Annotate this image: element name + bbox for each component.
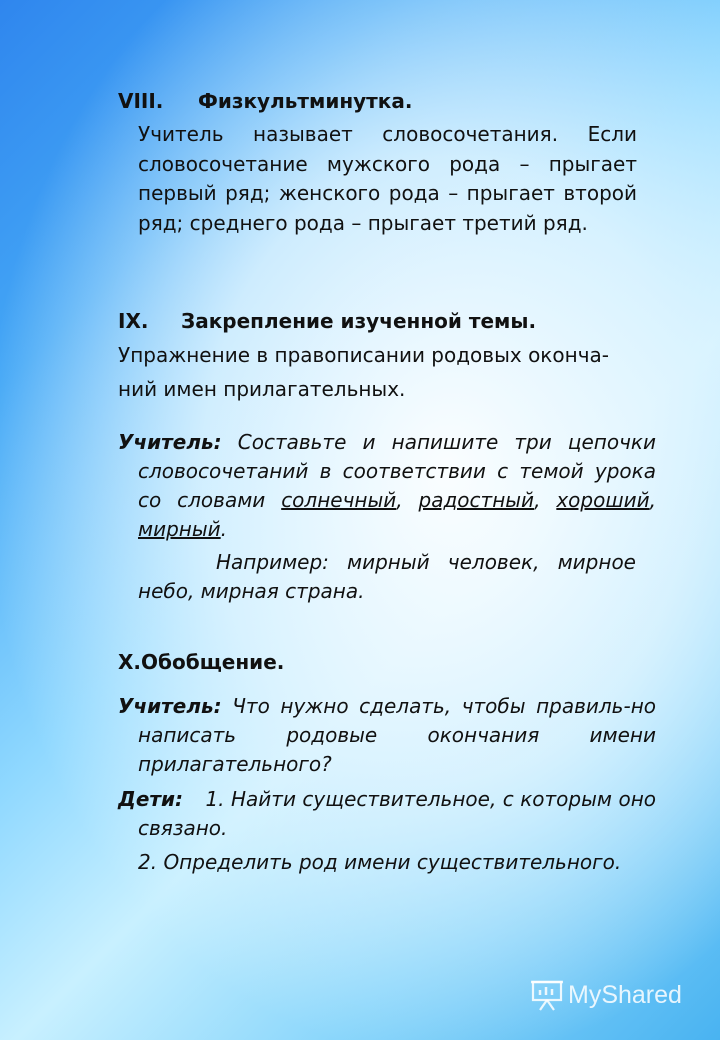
- section-9-description: [118, 338, 609, 406]
- word-radostny: радостный: [418, 488, 535, 512]
- section-10-answer-2: 2. Определить род имени существительного.: [138, 850, 622, 874]
- watermark-text: MyShared: [568, 980, 682, 1009]
- children-label: Дети:: [118, 787, 183, 811]
- section-10-heading: X.Обобщение.: [118, 650, 285, 674]
- section-9-numeral: IX.: [118, 309, 149, 333]
- section-9-task: Учитель: Составьте и напишите три цепочки словосочетаний в соответствии с темой урока со словами солнечный, радостный, хороший, мирный.: [118, 430, 656, 541]
- presentation-board-icon: [530, 978, 564, 1012]
- section-10-question: [118, 692, 656, 779]
- section-8-text: Учитель называет словосочетания. Если словосочетание мужского рода – прыгает первый ряд; женского рода – прыгает второй ряд; среднего рода – прыгает третий ряд.: [138, 122, 637, 235]
- teacher-label: Учитель:: [118, 430, 222, 454]
- task-text: Составьте и напишите три цепочки словосочетаний в соответствии с темой урока со словами: [138, 430, 656, 512]
- word-solnechny: солнечный: [281, 488, 397, 512]
- section-10-answer-1: [118, 785, 656, 843]
- section-9-title: Закрепление изученной темы.: [181, 309, 537, 333]
- section-8-title: Физкультминутка.: [198, 89, 413, 113]
- question-text: Что нужно сделать, чтобы правиль-но написать родовые окончания имени прилагательного?: [138, 694, 657, 776]
- teacher-label-2: Учитель:: [118, 694, 222, 718]
- section-8-numeral: VIII.: [118, 89, 164, 113]
- section-9-line-2: ний имен прилагательных.: [118, 377, 406, 401]
- section-8-heading: [118, 87, 412, 115]
- answer-1-text: 1. Найти существительное, с которым оно связано.: [138, 787, 656, 840]
- word-khoroshy: хороший: [556, 488, 650, 512]
- word-mirny: мирный: [138, 517, 221, 541]
- watermark: [530, 975, 682, 1015]
- section-9-heading: [118, 307, 536, 335]
- section-9-example: Например: мирный человек, мирное небо, мирная страна.: [138, 550, 636, 603]
- section-9-line-1: Упражнение в правописании родовых оконча-: [118, 343, 609, 367]
